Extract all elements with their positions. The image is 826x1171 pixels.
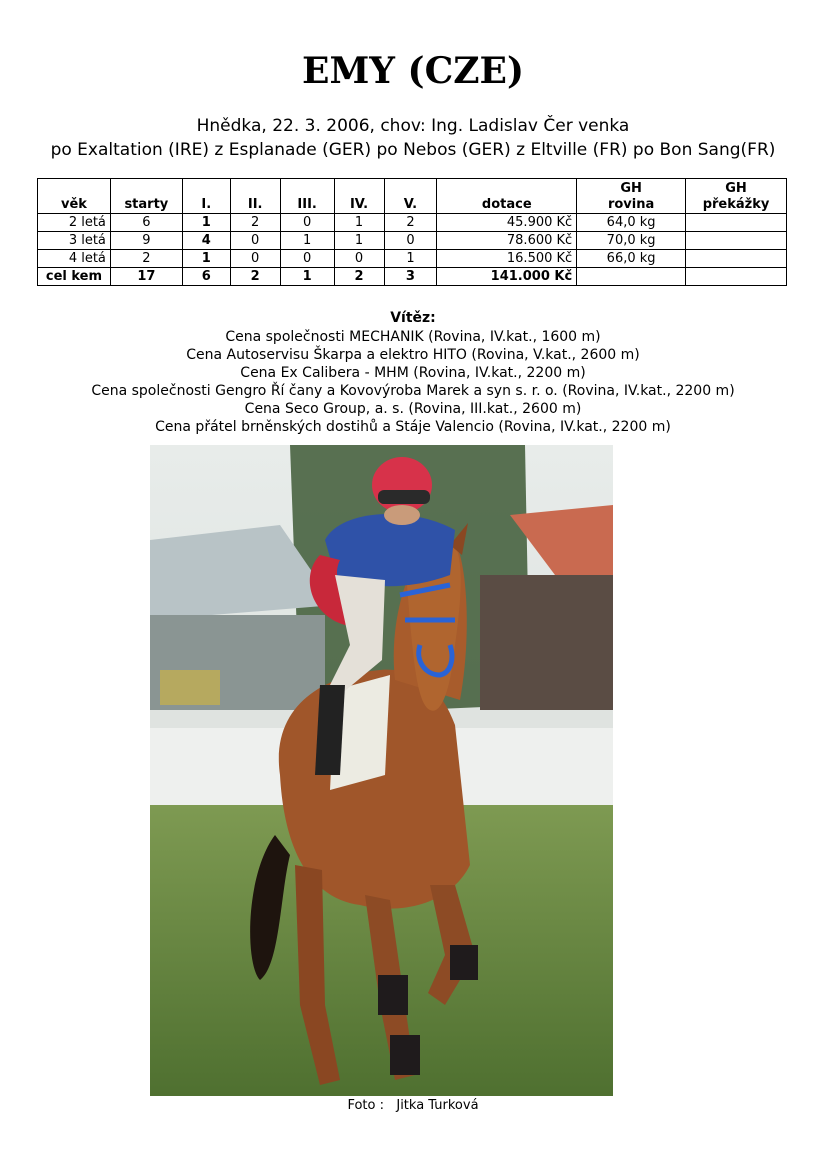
- list-item: Cena společnosti MECHANIK (Rovina, IV.kat., 1600 m): [225, 329, 601, 345]
- table-row: [38, 232, 787, 250]
- cell-gh-flat: 70,0 kg: [577, 232, 686, 250]
- race-record-table: [37, 178, 787, 286]
- header-place-5: V.: [384, 179, 437, 214]
- cell-starts: 9: [110, 232, 182, 250]
- cell-place-4: 1: [334, 214, 384, 232]
- cell-age: 2 letá: [38, 214, 111, 232]
- table-total-row: [38, 268, 787, 286]
- horse-pedigree: po Exaltation (IRE) z Esplanade (GER) po Nebos (GER) z Eltville (FR) po Bon Sang(FR): [50, 140, 776, 160]
- header-place-1: I.: [182, 179, 230, 214]
- cell-total-starts: 17: [110, 268, 182, 286]
- cell-gh-flat: 64,0 kg: [577, 214, 686, 232]
- horse-description: Hnědka, 22. 3. 2006, chov: Ing. Ladislav Čer venka: [196, 116, 630, 136]
- cell-place-5: 2: [384, 214, 437, 232]
- header-gh-flat-line1: GH: [620, 181, 642, 196]
- header-age: věk: [38, 179, 111, 214]
- list-item: Cena přátel brněnských dostihů a Stáje Valencio (Rovina, IV.kat., 2200 m): [155, 419, 671, 435]
- table-row: [38, 250, 787, 268]
- cell-place-5: 1: [384, 250, 437, 268]
- header-earnings: dotace: [437, 179, 577, 214]
- yellow-car: [160, 670, 220, 705]
- cell-place-3: 0: [280, 214, 334, 232]
- table-header-row: [38, 179, 787, 214]
- cell-starts: 2: [110, 250, 182, 268]
- cell-total-earnings: 141.000 Kč: [437, 268, 577, 286]
- cell-total-gh-jump: [686, 268, 787, 286]
- hoof-front: [390, 1035, 420, 1075]
- cell-place-2: 2: [230, 214, 280, 232]
- horse-photo: [150, 445, 613, 1096]
- horse-photo-illustration: [150, 445, 613, 1096]
- cell-age: 3 letá: [38, 232, 111, 250]
- cell-place-1: 1: [182, 250, 230, 268]
- cell-total-place-1: 6: [182, 268, 230, 286]
- header-gh-jump-line2: překážky: [702, 197, 770, 212]
- cell-total-place-4: 2: [334, 268, 384, 286]
- building-right: [480, 575, 613, 715]
- cell-total-gh-flat: [577, 268, 686, 286]
- cell-total-place-5: 3: [384, 268, 437, 286]
- cell-earnings: 78.600 Kč: [437, 232, 577, 250]
- cell-place-4: 1: [334, 232, 384, 250]
- cell-earnings: 16.500 Kč: [437, 250, 577, 268]
- leg-bandage-right: [450, 945, 478, 980]
- leg-bandage-front: [378, 975, 408, 1015]
- header-gh-jump-line1: GH: [725, 181, 747, 196]
- jockey-boot: [315, 685, 345, 775]
- cell-total-place-2: 2: [230, 268, 280, 286]
- cell-total-place-3: 1: [280, 268, 334, 286]
- header-gh-flat: [577, 179, 686, 214]
- table-row: [38, 214, 787, 232]
- jockey-face: [384, 505, 420, 525]
- jockey-helmet: [372, 457, 432, 513]
- cell-total-label: cel kem: [38, 268, 111, 286]
- header-place-4: IV.: [334, 179, 384, 214]
- cell-place-5: 0: [384, 232, 437, 250]
- cell-place-2: 0: [230, 232, 280, 250]
- cell-place-1: 1: [182, 214, 230, 232]
- list-item: Cena Seco Group, a. s. (Rovina, III.kat., 2600 m): [244, 401, 582, 417]
- horse-title: EMY (CZE): [302, 50, 524, 92]
- list-item: Cena Autoservisu Škarpa a elektro HITO (Rovina, V.kat., 2600 m): [186, 347, 640, 363]
- header-place-3: III.: [280, 179, 334, 214]
- cell-age: 4 letá: [38, 250, 111, 268]
- cell-gh-jump: [686, 214, 787, 232]
- cell-starts: 6: [110, 214, 182, 232]
- cell-place-3: 0: [280, 250, 334, 268]
- list-item: Cena Ex Calibera - MHM (Rovina, IV.kat., 2200 m): [240, 365, 586, 381]
- header-gh-jump: [686, 179, 787, 214]
- cell-place-1: 4: [182, 232, 230, 250]
- cell-gh-jump: [686, 250, 787, 268]
- cell-gh-flat: 66,0 kg: [577, 250, 686, 268]
- header-place-2: II.: [230, 179, 280, 214]
- jockey-silks: [325, 514, 455, 586]
- photo-caption: Foto : Jitka Turková: [347, 1098, 479, 1113]
- list-item: Cena společnosti Gengro Ří čany a Kovovýroba Marek a syn s. r. o. (Rovina, IV.kat., 2200 m): [91, 383, 735, 399]
- cell-earnings: 45.900 Kč: [437, 214, 577, 232]
- cell-place-3: 1: [280, 232, 334, 250]
- cell-gh-jump: [686, 232, 787, 250]
- cell-place-2: 0: [230, 250, 280, 268]
- cell-place-4: 0: [334, 250, 384, 268]
- jockey-goggles: [378, 490, 430, 504]
- header-starts: starty: [110, 179, 182, 214]
- winner-heading: Vítěz:: [390, 310, 436, 326]
- winner-race-list: [0, 328, 826, 436]
- header-gh-flat-line2: rovina: [607, 197, 655, 212]
